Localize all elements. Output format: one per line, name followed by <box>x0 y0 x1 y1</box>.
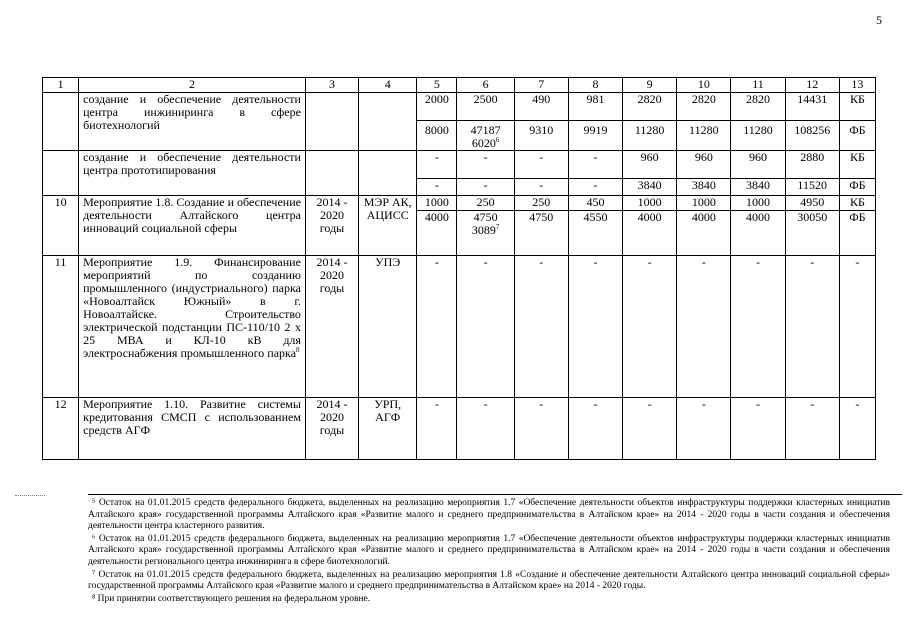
value-cell: - <box>677 398 731 460</box>
executor-cell <box>359 93 417 151</box>
value-cell: 1000 <box>677 196 731 211</box>
value-cell: 4000 <box>677 211 731 256</box>
source-cell: ФБ <box>839 121 875 151</box>
row-number: 11 <box>43 256 79 398</box>
table-row <box>43 398 876 460</box>
header-cell: 4 <box>359 78 417 93</box>
value-cell: - <box>731 256 785 398</box>
source-cell: КБ <box>839 93 875 121</box>
years-cell: 2014 - 2020 годы <box>305 256 358 398</box>
value-cell: - <box>514 151 568 179</box>
value-cell: 4750 <box>514 211 568 256</box>
footnote-separator <box>88 494 902 495</box>
value-cell: - <box>731 398 785 460</box>
value-cell: 9919 <box>568 121 622 151</box>
value-cell: 4950 <box>785 196 839 211</box>
header-cell: 3 <box>305 78 358 93</box>
note-value: 6020 <box>471 136 496 150</box>
header-cell: 11 <box>731 78 785 93</box>
footnote: ⁷ Остаток на 01.01.2015 средств федерального бюджета, выделенных на реализацию мероприятия 1.8 «Создание и обеспечение деятельности Алтайского центра инноваций социальной сферы» государственной программы Алтайского края «Развитие малого и среднего предпринимательства в Алтайском крае» на 2014 - 2020 годы. <box>88 569 890 592</box>
value-cell: 490 <box>514 93 568 121</box>
source-cell: КБ <box>839 151 875 179</box>
years-cell: 2014 - 2020 годы <box>305 196 358 256</box>
value-cell: - <box>417 256 457 398</box>
value-cell: 9310 <box>514 121 568 151</box>
value-cell-with-note <box>457 121 514 151</box>
row-num-cell <box>43 151 79 196</box>
value-cell: - <box>568 398 622 460</box>
value-cell: 1000 <box>623 196 677 211</box>
value-cell: 8000 <box>417 121 457 151</box>
value-cell: 3840 <box>677 179 731 196</box>
header-cell: 5 <box>417 78 457 93</box>
header-cell: 2 <box>79 78 306 93</box>
value-cell: - <box>457 151 514 179</box>
value-cell: - <box>457 398 514 460</box>
value-cell: - <box>417 179 457 196</box>
source-cell: КБ <box>839 196 875 211</box>
value-cell: 2820 <box>677 93 731 121</box>
value-cell: - <box>417 398 457 460</box>
margin-mark <box>15 495 45 496</box>
value-cell: - <box>623 256 677 398</box>
years-cell <box>305 151 358 196</box>
source-cell: ФБ <box>839 179 875 196</box>
table-row <box>43 196 876 211</box>
value-cell: - <box>568 256 622 398</box>
value-cell: - <box>514 398 568 460</box>
value-cell: 30050 <box>785 211 839 256</box>
footnote: ⁶ Остаток на 01.01.2015 средств федерального бюджета, выделенных на реализацию мероприятия 1.7 «Обеспечение деятельности объектов инфраструктуры поддержки кластерных инициатив Алтайского края» государственной программы Алтайского края «Развитие малого и среднего предпринимательства в Алтайском крае» на 2014 - 2020 годы в части создания и обеспечения деятельности регионального центра инжиниринга в сфере биотехнологий. <box>88 533 890 567</box>
activity-text: создание и обеспечение деятельности центра прототипирования <box>79 151 306 196</box>
header-row <box>43 78 876 93</box>
value-cell: - <box>457 179 514 196</box>
value-cell-with-note <box>457 211 514 256</box>
page-number: 5 <box>876 13 882 27</box>
value-cell: 4000 <box>623 211 677 256</box>
value-cell: 450 <box>568 196 622 211</box>
activity-text: Мероприятие 1.8. Создание и обеспечение деятельности Алтайского центра инноваций социальной сферы <box>79 196 306 256</box>
value-cell: 14431 <box>785 93 839 121</box>
footnote-mark: 7 <box>495 223 500 231</box>
value-cell: 960 <box>677 151 731 179</box>
footnote: ⁸ При принятии соответствующего решения на федеральном уровне. <box>92 593 371 604</box>
executor-cell <box>359 151 417 196</box>
years-cell: 2014 - 2020 годы <box>305 398 358 460</box>
value-cell: 11280 <box>677 121 731 151</box>
note-value: 3089 <box>471 223 496 237</box>
value-cell: 1000 <box>417 196 457 211</box>
value-cell: 108256 <box>785 121 839 151</box>
value-cell: 250 <box>457 196 514 211</box>
value-cell: - <box>568 151 622 179</box>
header-cell: 10 <box>677 78 731 93</box>
value-cell: 11520 <box>785 179 839 196</box>
header-cell: 1 <box>43 78 79 93</box>
value-cell: 960 <box>731 151 785 179</box>
value-cell: - <box>623 398 677 460</box>
value-cell: 3840 <box>623 179 677 196</box>
value-cell: 2820 <box>731 93 785 121</box>
value-cell: 2500 <box>457 93 514 121</box>
value-cell: 250 <box>514 196 568 211</box>
header-cell: 6 <box>457 78 514 93</box>
table-row <box>43 93 876 121</box>
source-cell: - <box>839 398 875 460</box>
header-cell: 8 <box>568 78 622 93</box>
activity-text: Мероприятие 1.10. Развитие системы кредитования СМСП с использованием средств АГФ <box>79 398 306 460</box>
source-cell: ФБ <box>839 211 875 256</box>
activity-text-cell <box>79 256 306 398</box>
header-cell: 9 <box>623 78 677 93</box>
table-row <box>43 151 876 179</box>
value-cell: 11280 <box>623 121 677 151</box>
value-cell: 2820 <box>623 93 677 121</box>
value-cell: 4000 <box>417 211 457 256</box>
activity-text: создание и обеспечение деятельности центра инжиниринга в сфере биотехнологий <box>79 93 306 151</box>
value-cell: 1000 <box>731 196 785 211</box>
value-cell: - <box>457 256 514 398</box>
value-cell: 2000 <box>417 93 457 121</box>
value-cell: - <box>785 398 839 460</box>
row-num-cell <box>43 93 79 151</box>
value-cell: - <box>568 179 622 196</box>
table-row <box>43 256 876 398</box>
program-table <box>42 77 876 460</box>
value-cell: 3840 <box>731 179 785 196</box>
header-cell: 7 <box>514 78 568 93</box>
activity-text: Мероприятие 1.9. Финансирование мероприятий по созданию промышленного (индустриального) парка «Новоалтайск Южный» в г. Новоалтайске. Строительство электрической подстанции ПС-110/10 2 х 25 МВА и КЛ-10 кВ для электроснабжения промышленного парка <box>83 255 301 360</box>
header-cell: 13 <box>839 78 875 93</box>
executor-cell: МЭР АК, АЦИСС <box>359 196 417 256</box>
value-cell: 2880 <box>785 151 839 179</box>
value-cell: 981 <box>568 93 622 121</box>
executor-cell: УПЭ <box>359 256 417 398</box>
value-cell: 4550 <box>568 211 622 256</box>
executor-cell: УРП, АГФ <box>359 398 417 460</box>
row-number: 12 <box>43 398 79 460</box>
value-cell: - <box>785 256 839 398</box>
value-cell: - <box>677 256 731 398</box>
value-cell: - <box>417 151 457 179</box>
value-cell: - <box>514 179 568 196</box>
value-text: 47187 <box>470 123 501 137</box>
footnote: ⁵ Остаток на 01.01.2015 средств федерального бюджета, выделенных на реализацию мероприятия 1.7 «Обеспечение деятельности объектов инфраструктуры поддержки кластерных инициатив Алтайского края» государственной программы Алтайского края «Развитие малого и среднего предпринимательства в Алтайском крае» на 2014 - 2020 годы в части создания и обеспечения деятельности центра кластерного развития. <box>88 498 890 532</box>
footnote-mark: 6 <box>495 136 500 144</box>
source-cell: - <box>839 256 875 398</box>
value-cell: 4000 <box>731 211 785 256</box>
footnote-mark: 8 <box>296 346 300 354</box>
footnotes <box>88 498 890 606</box>
value-cell: 11280 <box>731 121 785 151</box>
years-cell <box>305 93 358 151</box>
value-cell: - <box>514 256 568 398</box>
value-cell: 960 <box>623 151 677 179</box>
row-number: 10 <box>43 196 79 256</box>
value-text: 4750 <box>473 210 498 224</box>
header-cell: 12 <box>785 78 839 93</box>
